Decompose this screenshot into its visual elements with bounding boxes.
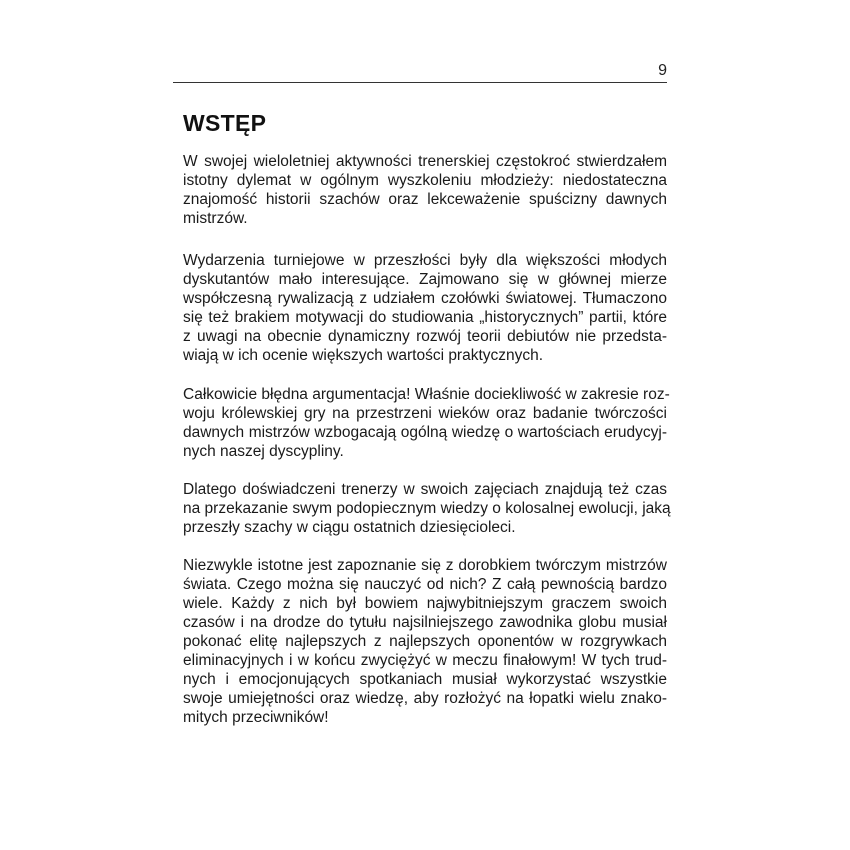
text-line: nych naszej dyscypliny.	[183, 443, 344, 460]
text-line: z uwagi na obecnie dynamiczny rozwój teorii debiutów nie przedsta-	[183, 328, 667, 345]
text-line: dyskutantów mało interesujące. Zajmowano się w głównej mierze	[183, 271, 667, 288]
text-line: czasów i na drodze do tytułu najsilniejszego zawodnika globu musiał	[183, 614, 667, 631]
text-line: się też brakiem motywacji do studiowania „historycznych” partii, które	[183, 309, 667, 326]
paragraph-1	[183, 152, 667, 228]
text-line: przeszły szachy w ciągu ostatnich dziesięcioleci.	[183, 519, 516, 536]
text-line: mitych przeciwników!	[183, 709, 329, 726]
text-line: Wydarzenia turniejowe w przeszłości były dla większości młodych	[183, 252, 667, 269]
text-line: Dlatego doświadczeni trenerzy w swoich zajęciach znajdują też czas	[183, 481, 667, 498]
text-line: znajomość historii szachów oraz lekceważenie spuścizny dawnych	[183, 191, 667, 208]
paragraph-3	[183, 385, 670, 461]
text-line: mistrzów.	[183, 210, 248, 227]
text-line: wiają w ich ocenie większych wartości praktycznych.	[183, 347, 544, 364]
text-line: współczesną rywalizacją z udziałem czołówki światowej. Tłumaczono	[183, 290, 667, 307]
chapter-heading: WSTĘP	[183, 110, 267, 136]
text-line: Niezwykle istotne jest zapoznanie się z dorobkiem twórczym mistrzów	[183, 557, 667, 574]
text-line: Całkowicie błędna argumentacja! Właśnie dociekliwość w zakresie roz-	[183, 386, 670, 403]
text-line: pokonać elitę najlepszych z najlepszych oponentów w rozgrywkach	[183, 633, 667, 650]
text-line: eliminacyjnych i w końcu zwyciężyć w meczu finałowym! W tych trud-	[183, 652, 667, 669]
text-line: wiele. Każdy z nich był bowiem najwybitniejszym graczem swoich	[183, 595, 667, 612]
text-line: swoje umiejętności oraz wiedzę, aby rozłożyć na łopatki wielu znako-	[183, 690, 667, 707]
paragraph-2	[183, 251, 667, 365]
text-line: nych i emocjonujących spotkaniach musiał wykorzystać wszystkie	[183, 671, 667, 688]
paragraph-4	[183, 480, 671, 537]
text-line: W swojej wieloletniej aktywności trenerskiej częstokroć stwierdzałem	[183, 153, 667, 170]
text-line: istotny dylemat w ogólnym wyszkoleniu młodzieży: niedostateczna	[183, 172, 667, 189]
header-rule	[173, 82, 667, 83]
text-line: dawnych mistrzów wzbogacają ogólną wiedzę o wartościach erudycyj-	[183, 424, 667, 441]
page-number: 9	[658, 62, 667, 79]
text-line: świata. Czego można się nauczyć od nich? Z całą pewnością bardzo	[183, 576, 667, 593]
text-line: woju królewskiej gry na przestrzeni wieków oraz badanie twórczości	[183, 405, 667, 422]
text-line: na przekazanie swym podopiecznym wiedzy o kolosalnej ewolucji, jaką	[183, 500, 671, 517]
paragraph-5	[183, 556, 667, 727]
